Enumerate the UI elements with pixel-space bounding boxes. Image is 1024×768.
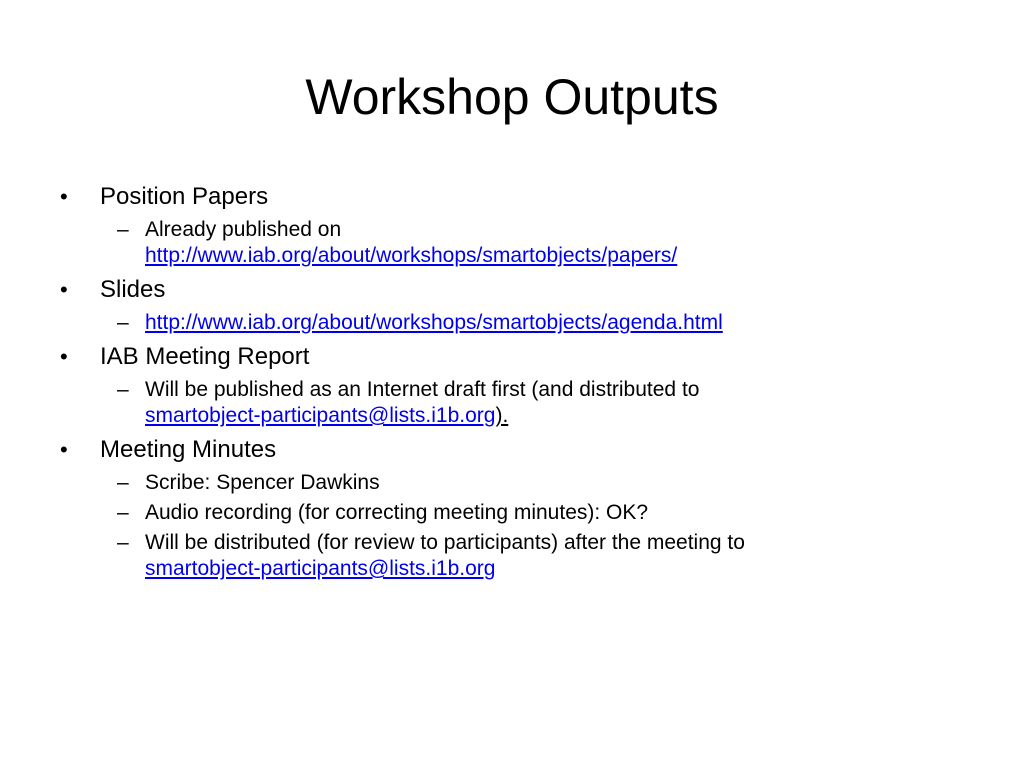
sub-bullet-text: Audio recording (for correcting meeting minutes): OK?: [145, 501, 649, 524]
bullet-icon: •: [60, 184, 68, 209]
sub-bullet-text: Will be published as an Internet draft first (and distributed to: [145, 378, 700, 401]
bullet-position-papers: [60, 180, 960, 214]
participants-email-link[interactable]: smartobject-participants@lists.i1b.org: [145, 557, 496, 580]
bullet-slides: [60, 273, 960, 307]
dash-icon: –: [117, 218, 129, 241]
sub-bullet: [60, 500, 960, 526]
dash-icon: –: [117, 501, 129, 524]
bullet-icon: •: [60, 344, 68, 369]
bullet-label: Meeting Minutes: [100, 436, 277, 463]
bullet-iab-meeting-report: [60, 340, 960, 374]
sub-bullet: [60, 310, 960, 336]
bullet-label: IAB Meeting Report: [100, 343, 310, 370]
participants-email-link[interactable]: smartobject-participants@lists.i1b.org: [145, 404, 496, 427]
bullet-icon: •: [60, 277, 68, 302]
sub-bullet: [60, 217, 960, 269]
bullet-label: Slides: [100, 276, 166, 303]
sub-bullet-text: Scribe: Spencer Dawkins: [145, 471, 380, 494]
sub-bullet: [60, 470, 960, 496]
dash-icon: –: [117, 471, 129, 494]
slide-title: Workshop Outputs: [305, 69, 719, 125]
agenda-link[interactable]: http://www.iab.org/about/workshops/smartobjects/agenda.html: [145, 311, 723, 334]
closing-punctuation: ).: [495, 404, 509, 427]
sub-bullet-text: Already published on: [145, 218, 342, 241]
dash-icon: –: [117, 311, 129, 334]
bullet-meeting-minutes: [60, 433, 960, 467]
sub-bullet-text: Will be distributed (for review to participants) after the meeting to: [145, 531, 745, 554]
dash-icon: –: [117, 531, 129, 554]
dash-icon: –: [117, 378, 129, 401]
bullet-icon: •: [60, 437, 68, 462]
bullet-label: Position Papers: [100, 183, 269, 210]
slide-body: [60, 180, 960, 586]
sub-bullet: [60, 530, 960, 582]
sub-bullet: [60, 377, 960, 429]
papers-link[interactable]: http://www.iab.org/about/workshops/smartobjects/papers/: [145, 244, 678, 267]
